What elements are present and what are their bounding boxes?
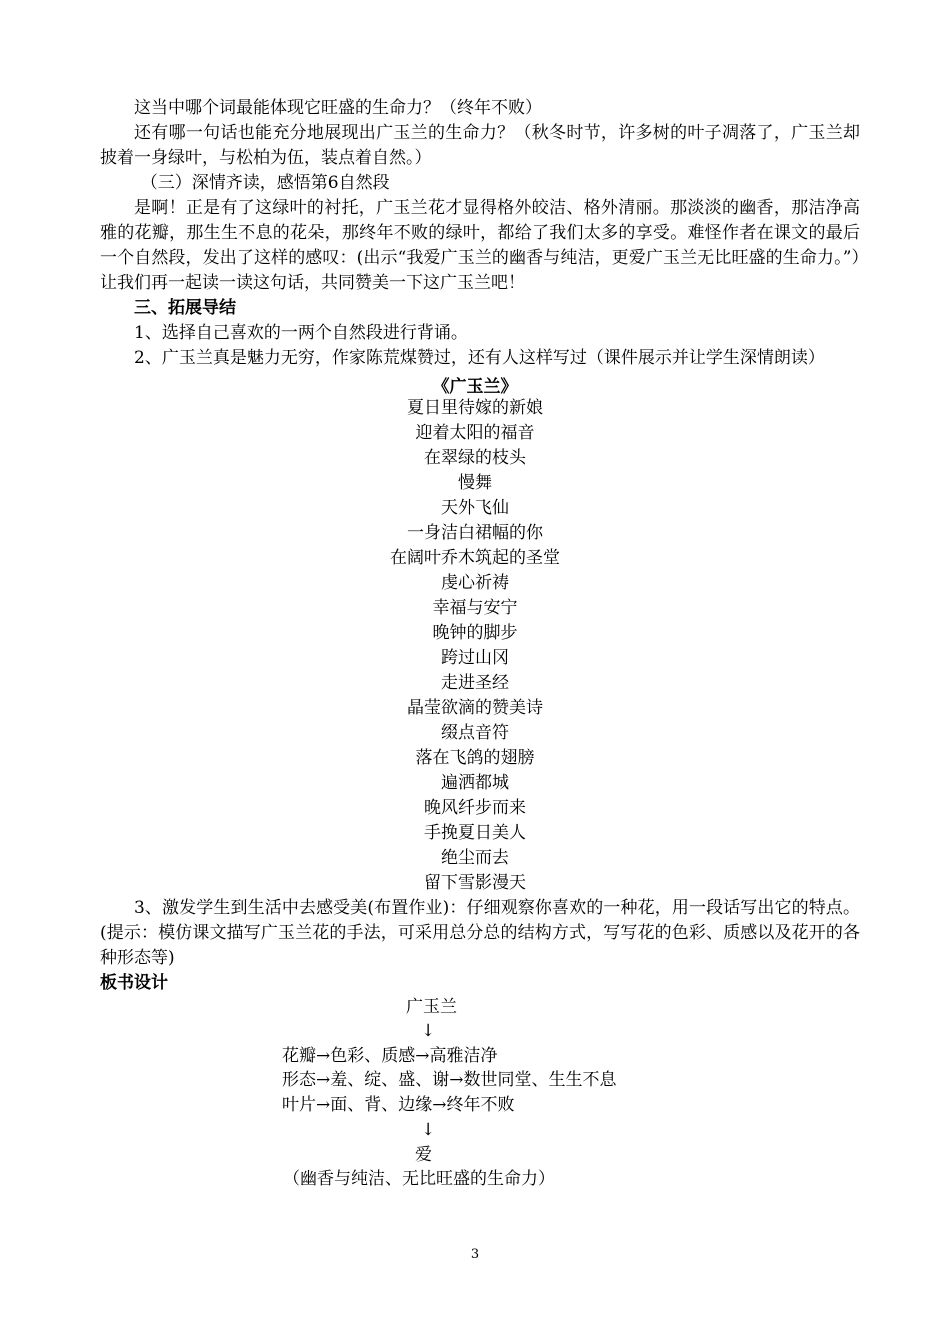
- board-conclusion: 爱: [415, 1145, 432, 1165]
- board-design-heading: 板书设计: [100, 973, 168, 993]
- poem-title: 《广玉兰》: [432, 377, 518, 397]
- poem-line: 跨过山冈: [441, 648, 509, 668]
- poem-line: 晚风纤步而来: [424, 798, 526, 818]
- board-row-petals: 花瓣→色彩、质感→高雅洁净: [282, 1046, 498, 1066]
- down-arrow-icon: ↓: [421, 1021, 436, 1041]
- down-arrow-icon: ↓: [421, 1120, 436, 1140]
- poem-line: 在阔叶乔木筑起的圣堂: [390, 548, 560, 568]
- poem-line: 缀点音符: [441, 723, 509, 743]
- poem-line: 迎着太阳的福音: [415, 423, 535, 443]
- poem-line: 留下雪影漫天: [424, 873, 526, 893]
- poem-body: [0, 396, 950, 896]
- poem-line: 手挽夏日美人: [424, 823, 526, 843]
- board-row-leaves: 叶片→面、背、边缘→终年不败: [282, 1095, 515, 1115]
- list-item-3: 3、激发学生到生活中去感受美(布置作业)：仔细观察你喜欢的一种花，用一段话写出它的特点。(提示：模仿课文描写广玉兰花的手法，可采用总分总的结构方式，写写花的色彩、质感以及花开的各种形态等): [100, 898, 860, 968]
- poem-line: 绝尘而去: [441, 848, 509, 868]
- poem-line: 慢舞: [458, 473, 492, 493]
- poem-line: 走进圣经: [441, 673, 509, 693]
- paragraph-subsection-3: （三）深情齐读，感悟第6自然段: [140, 173, 390, 193]
- poem-line: 在翠绿的枝头: [424, 448, 526, 468]
- paragraph-question-sentence: 还有哪一句话也能充分地展现出广玉兰的生命力？（秋冬时节，许多树的叶子凋落了，广玉兰却披着一身绿叶，与松柏为伍，装点着自然。）: [100, 123, 860, 168]
- board-row-form: 形态→羞、绽、盛、谢→数世同堂、生生不息: [282, 1070, 617, 1090]
- board-note: （幽香与纯洁、无比旺盛的生命力）: [283, 1169, 555, 1189]
- paragraph-question-word: 这当中哪个词最能体现它旺盛的生命力？（终年不败）: [134, 98, 542, 118]
- page-number: 3: [470, 1247, 480, 1262]
- poem-line: 一身洁白裙幅的你: [407, 523, 543, 543]
- poem-line: 虔心祈祷: [441, 573, 509, 593]
- board-title: 广玉兰: [406, 997, 457, 1017]
- poem-line: 落在飞鸽的翅膀: [415, 748, 535, 768]
- section-heading-extension: 三、拓展导结: [134, 298, 236, 318]
- poem-line: 晶莹欲滴的赞美诗: [407, 698, 543, 718]
- poem-line: 幸福与安宁: [432, 598, 518, 618]
- poem-line: 晚钟的脚步: [432, 623, 518, 643]
- poem-line: 夏日里待嫁的新娘: [407, 398, 543, 418]
- poem-line: 遍洒都城: [441, 773, 509, 793]
- poem-line: 天外飞仙: [441, 498, 509, 518]
- paragraph-summary: 是啊！正是有了这绿叶的衬托，广玉兰花才显得格外皎洁、格外清丽。那淡淡的幽香，那洁净高雅的花瓣，那生生不息的花朵，那终年不败的绿叶，都给了我们太多的享受。难怪作者在课文的最后一个自然段，发出了这样的感叹：(出示“我爱广玉兰的幽香与纯洁，更爱广玉兰无比旺盛的生命力。”）让我们再一起读一读这句话，共同赞美一下这广玉兰吧！: [100, 198, 860, 293]
- list-item-1: 1、选择自己喜欢的一两个自然段进行背诵。: [134, 323, 468, 343]
- list-item-2: 2、广玉兰真是魅力无穷，作家陈荒煤赞过，还有人这样写过（课件展示并让学生深情朗读）: [134, 348, 825, 368]
